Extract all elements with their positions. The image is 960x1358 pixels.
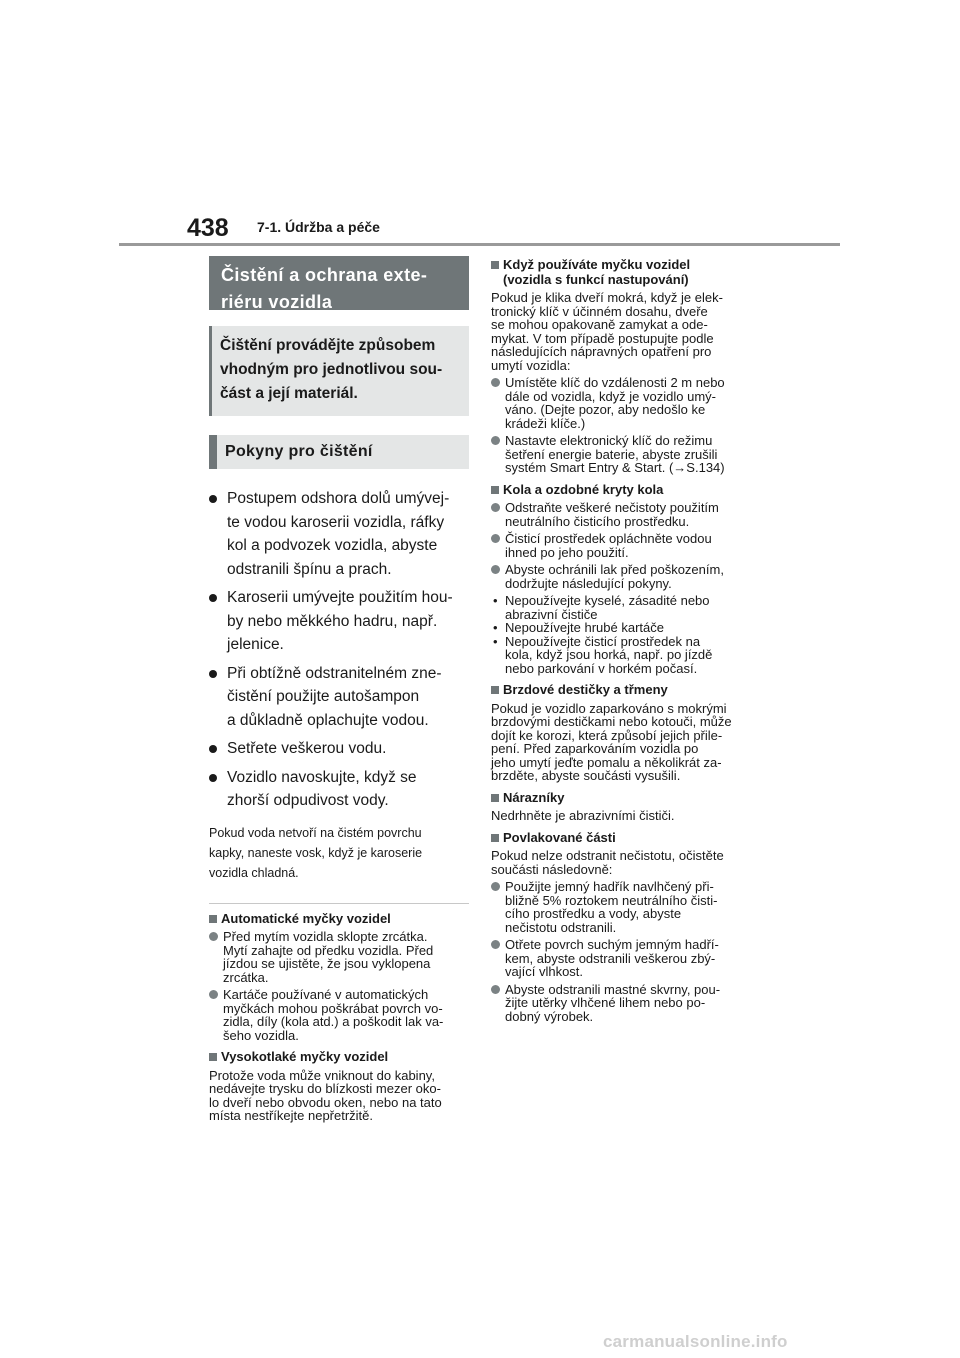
circle-bullet-icon [209,990,218,999]
para-line: místa nestříkejte nepřetržitě. [209,1108,374,1123]
list-line: te vodou karoserii vozidla, ráfky [227,513,445,531]
note-line: Pokud voda netvoří na čistém povrchu [209,825,422,840]
circle-bullet-icon [491,565,500,574]
list-line: Při obtížně odstranitelném zne- [227,664,442,682]
list-line: Nepoužívejte kyselé, zásadité nebo [505,593,710,608]
list-line: Postupem odshora dolů umývej- [227,490,450,507]
list-line: jízdou se ujistěte, že jsou vyklopena [223,956,431,971]
list-line: bližně 5% roztokem neutrálního čisti- [505,892,718,908]
para-line: Pokud je vozidlo zaparkováno s mokrými [491,700,727,716]
square-icon [491,261,499,269]
list-item [209,930,469,984]
bullet-icon [209,745,217,753]
list-line: Karoserii umývejte použitím hou- [227,589,453,606]
dot-list [491,880,753,1023]
list-item [491,501,753,528]
small-bullet-icon: • [493,633,498,649]
square-icon [209,1053,217,1061]
section-title-line: Čistění a ochrana exte- [221,265,428,285]
paragraph [491,702,753,783]
heading-text: Kola a ozdobné kryty kola [503,481,664,497]
circle-bullet-icon [491,940,500,949]
small-bullet-icon: • [493,593,498,608]
divider [209,903,469,904]
list-item [491,594,753,621]
list-line: Nastavte elektronický klíč do režimu [505,433,713,448]
circle-bullet-icon [491,378,500,387]
list-item [209,487,469,581]
heading-text: Automatické myčky vozidel [221,910,391,926]
list-line: Nepoužívejte čisticí prostředek na [505,633,701,649]
paragraph [209,1069,469,1123]
list-line: kem, abyste odstranili veškerou zbý- [505,950,716,966]
circle-bullet-icon [491,534,500,543]
header-divider [119,243,840,246]
list-line: odstranili špínu a prach. [227,560,392,578]
list-line: kol a podvozek vozidla, abyste [227,537,438,554]
intro-line: část a její materiál. [220,385,358,402]
para-line: brzděte, abyste součásti vysušili. [491,768,681,783]
note [209,823,469,883]
page-number: 438 [187,214,229,242]
bullet-icon [209,594,217,602]
heading-text: Povlakované části [503,829,616,845]
right-column [491,256,753,1027]
note-line: kapky, naneste vosk, když je karoserie [209,845,423,860]
list-item [209,737,469,761]
circle-bullet-icon [491,985,500,994]
square-icon [491,834,499,842]
intro-line: vhodným pro jednotlivou sou- [220,361,443,378]
para-line: brzdovými destičkami nebo kotouči, může [491,714,732,729]
list-item [491,621,753,635]
list-line: systém Smart Entry & Start. (→S.134) [505,460,725,475]
paragraph: Nedrhněte je abrazivními čističi. [491,808,675,823]
para-line: umytí vozidla: [491,357,571,373]
list-line: Mytí zahajte od předku vozidla. Před [223,942,434,958]
section-title-line: riéru vozidla [221,292,333,312]
list-line: abrazivní čističe [505,606,598,622]
square-icon [491,486,499,494]
section-heading [491,791,753,806]
list-line: šeho vozidla. [223,1027,299,1043]
list-item [491,880,753,934]
list-line: čistění použijte autošampon [227,688,420,705]
sub-list [491,594,753,675]
list-line: Před mytím vozidla sklopte zrcátka. [223,929,428,944]
list-line: nebo parkování v horkém počasí. [505,660,698,676]
list-line: zidla, díly (kola atd.) a poškodit lak va- [223,1014,444,1029]
list-line: Abyste odstranili mastné skvrny, pou- [505,981,721,997]
list-item [491,563,753,590]
dot-list [491,501,753,590]
list-item [491,532,753,559]
para-line: tronický klíč v účinném dosahu, dveře [491,303,708,319]
list-line: Umístěte klíč do vzdálenosti 2 m nebo [505,375,725,390]
list-line: vající vlhkost. [505,964,584,979]
bullet-icon [209,670,217,678]
chapter-title: 7-1. Údržba a péče [257,219,380,235]
para-line: jeho umytí jeďte pomalu a několikrát za- [491,754,722,770]
list-line: zrcátka. [223,969,269,985]
intro-box [209,326,469,416]
section-heading [491,831,753,846]
para-line: nedávejte trysku do blízkosti mezer oko- [209,1081,441,1096]
list-line: nečistotu odstranili. [505,919,617,935]
square-icon [491,686,499,694]
note-line: vozidla chladná. [209,865,299,880]
section-heading [209,912,469,927]
heading-text: Brzdové destičky a třmeny [503,682,668,697]
list-line: Otřete povrch suchým jemným hadří- [505,937,719,952]
circle-bullet-icon [491,436,500,445]
para-line: Protože voda může vniknout do kabiny, [209,1067,435,1083]
list-item [491,376,753,430]
watermark: carmanualsonline.info [603,1332,788,1351]
list-line: by nebo měkkého hadru, např. [227,612,438,630]
circle-bullet-icon [209,932,218,941]
list-item [491,983,753,1024]
list-line: a důkladně oplachujte vodou. [227,711,429,729]
section-title [209,256,469,310]
section-heading [491,258,753,287]
list-item [209,662,469,733]
list-line: Nepoužívejte hrubé kartáče [505,620,664,635]
list-line: Setřete veškerou vodu. [227,740,387,757]
subsection-title: Pokyny pro čištění [209,435,469,469]
para-line: mykat. V tom případě postupujte podle [491,330,714,346]
para-line: dojít ke korozi, která způsobí jejich přile- [491,727,723,743]
para-line: Pokud nelze odstranit nečistotu, očistěte [491,848,724,863]
list-line: krádeži klíče.) [505,415,586,431]
list-line: dále od vozidla, když je vozidlo umý- [505,388,716,404]
list-line: Čisticí prostředek opláchněte vodou [505,531,712,546]
list-line: kola, když jsou horká, např. po jízdě [505,647,713,662]
list-item [491,635,753,676]
list-line: šetření energie baterie, abyste zrušili [505,446,718,462]
para-line: pení. Před zaparkováním vozidla po [491,741,699,756]
list-line: Vozidlo navoskujte, když se [227,768,417,786]
list-line: Kartáče používané v automatických [223,987,429,1002]
para-line: lo dveří nebo obvodu oken, nebo na tato [209,1094,442,1110]
heading-text: Vysokotlaké myčky vozidel [221,1049,389,1064]
list-line: dobný výrobek. [505,1008,594,1024]
cleaning-instructions-list [209,487,469,813]
list-line: Použijte jemný hadřík navlhčený při- [505,879,714,894]
small-bullet-icon: • [493,620,498,635]
list-line: ihned po jeho použití. [505,544,629,560]
list-line: váno. (Dejte pozor, aby nedošlo ke [505,402,706,417]
list-line: Abyste ochránili lak před poškozením, [505,562,724,577]
left-column [209,256,469,1123]
para-line: součásti následovně: [491,861,613,877]
list-item [209,586,469,657]
paragraph [491,291,753,372]
list-item [209,766,469,813]
list-item [491,434,753,475]
square-icon [491,794,499,802]
heading-text: Když používáte myčku vozidel [503,257,691,272]
bullet-icon [209,495,217,503]
section-heading [491,483,753,498]
dot-list [209,930,469,1042]
list-line: žijte utěrky vlhčené lihem nebo po- [505,995,706,1010]
circle-bullet-icon [491,503,500,512]
heading-text: Nárazníky [503,789,565,805]
para-line: Pokud je klika dveří mokrá, když je elek- [491,290,723,305]
list-item [491,938,753,979]
list-line: neutrálního čisticího prostředku. [505,513,690,529]
list-line: myčkách mohou poškrábat povrch vo- [223,1000,443,1016]
list-line: dodržujte následující pokyny. [505,575,672,591]
section-heading [491,683,753,698]
bullet-icon [209,774,217,782]
list-line: Odstraňte veškeré nečistoty použitím [505,500,719,515]
list-line: jelenice. [227,636,284,653]
list-line: zhorší odpudivost vody. [227,792,389,809]
circle-bullet-icon [491,882,500,891]
para-line: se mohou opakovaně zamykat a ode- [491,317,708,332]
para-line: následujících nápravných opatření pro [491,344,712,359]
section-heading [209,1050,469,1065]
square-icon [209,915,217,923]
list-line: cího prostředku a vody, abyste [505,906,682,921]
list-item [209,988,469,1042]
intro-line: Čištění provádějte způsobem [220,337,436,354]
heading-text: (vozidla s funkcí nastupování) [503,271,689,287]
paragraph [491,849,753,876]
dot-list [491,376,753,475]
